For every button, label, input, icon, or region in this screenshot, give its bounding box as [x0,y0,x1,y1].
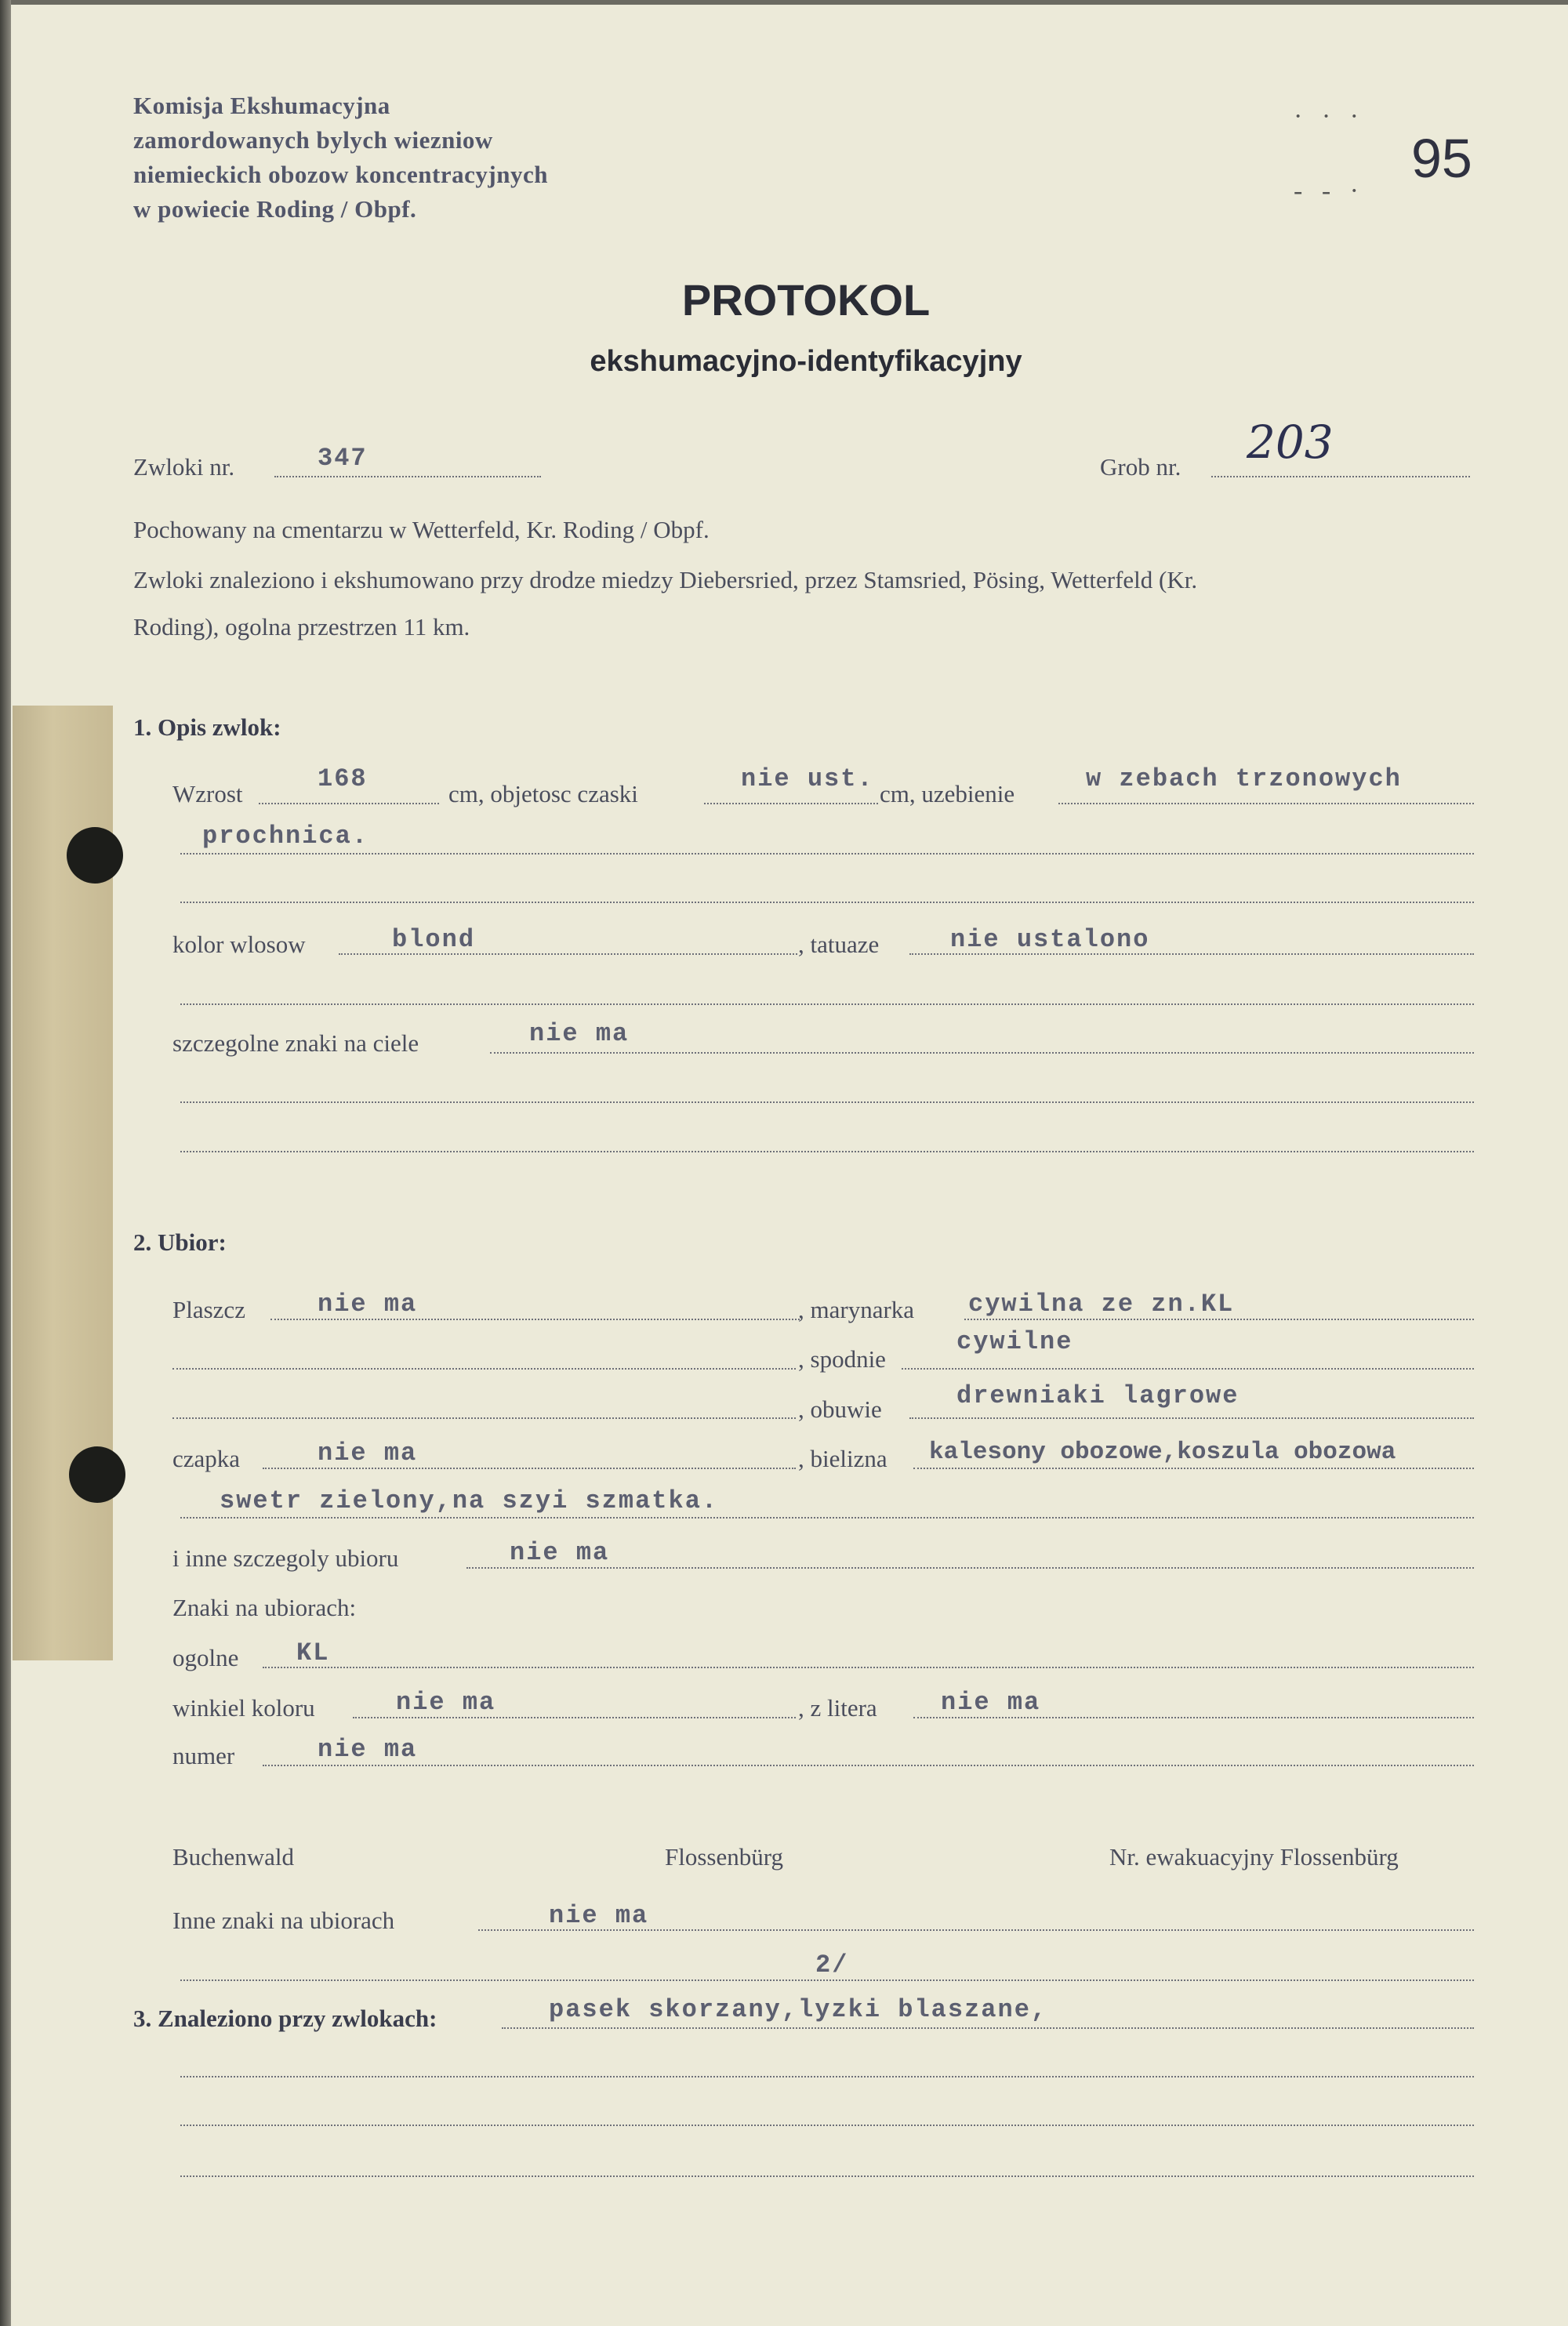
dotted-line [902,1368,1474,1370]
uzebienie-value: w zebach trzonowych [1086,764,1402,793]
dotted-line [180,1517,1474,1519]
wzrost-label: Wzrost [172,780,243,807]
intro-line-2: Zwloki znaleziono i ekshumowano przy drodze miedzy Diebersried, przez Stamsried, Pösing, Wetterfeld (Kr. [133,566,1198,593]
numer-label: numer [172,1742,235,1769]
winkiel-value: nie ma [396,1688,496,1717]
dotted-line [180,902,1474,903]
bielizna-label: , bielizna [798,1445,887,1472]
document-title: PROTOKOL [681,275,931,325]
intro-line-1: Pochowany na cmentarzu w Wetterfeld, Kr. Roding / Obpf. [133,516,710,543]
ogolne-label: ogolne [172,1644,239,1671]
intro-line-3: Roding), ogolna przestrzen 11 km. [133,613,470,640]
punch-hole-icon [69,1446,125,1503]
numer-value: nie ma [318,1735,418,1764]
ogolne-value: KL [296,1638,330,1667]
dotted-line [180,853,1474,855]
section-2-heading: 2. Ubior: [133,1228,227,1256]
corner-marks: - - · [1294,176,1365,205]
header-line-3: niemieckich obozow koncentracyjnych [133,161,548,188]
marynarka-label: , marynarka [798,1296,915,1323]
grob-label: Grob nr. [1100,453,1181,481]
uzebienie-continuation: prochnica. [202,822,369,851]
kolor-value: blond [392,925,476,954]
spodnie-label: , spodnie [798,1345,886,1373]
dotted-line [263,1765,1474,1766]
dotted-line [466,1567,1474,1569]
spodnie-value: cywilne [956,1327,1073,1356]
inne-znaki-label: Inne znaki na ubiorach [172,1907,395,1934]
header-line-1: Komisja Ekshumacyjna [133,92,390,119]
obuwie-value: drewniaki lagrowe [956,1381,1240,1410]
dotted-line [490,1052,1474,1054]
dotted-line [180,2076,1474,2077]
document-subtitle: ekshumacyjno-identyfikacyjny [590,345,1022,378]
dotted-line [259,803,439,804]
camp-flossenburg: Flossenbürg [665,1843,784,1871]
litera-label: , z litera [798,1694,877,1722]
dotted-line [180,2175,1474,2177]
punch-hole-icon [67,827,123,884]
camp-evacuation-number: Nr. ewakuacyjny Flossenbürg [1109,1843,1399,1871]
page-edge-top [0,0,1568,5]
inne-value: nie ma [510,1538,610,1567]
dotted-line [913,1717,1474,1718]
header-line-4: w powiecie Roding / Obpf. [133,195,417,223]
plaszcz-label: Plaszcz [172,1296,245,1323]
cm-label: cm, objetosc czaski [448,780,638,807]
page-reference: 2/ [815,1950,849,1979]
section-1-heading: 1. Opis zwlok: [133,713,281,741]
czaszka-value: nie ust. [741,764,874,793]
dotted-line [270,1319,800,1320]
dotted-line [263,1667,1474,1668]
inne-label: i inne szczegoly ubioru [172,1544,399,1572]
page-number: 95 [1411,128,1472,189]
dotted-line [180,1003,1474,1005]
plaszcz-value: nie ma [318,1290,418,1319]
bielizna-value: kalesony obozowe,koszula obozowa [929,1439,1396,1466]
section-3-value: pasek skorzany,lyzki blaszane, [549,1995,1048,2024]
kolor-label: kolor wlosow [172,931,306,958]
winkiel-label: winkiel koloru [172,1694,315,1722]
header-line-2: zamordowanych bylych wiezniow [133,126,493,154]
obuwie-label: , obuwie [798,1395,882,1423]
dotted-line [1211,476,1470,477]
dotted-line [263,1468,796,1469]
dotted-line [172,1368,796,1370]
czapka-label: czapka [172,1445,241,1472]
grob-value: 203 [1247,415,1334,469]
znaki-ubiory-label: Znaki na ubiorach: [172,1594,357,1621]
dotted-line [172,1417,796,1419]
inne-znaki-value: nie ma [549,1901,649,1930]
dotted-line [180,1151,1474,1152]
wzrost-value: 168 [318,764,368,793]
tatuaze-label: , tatuaze [798,931,880,958]
section-3-heading: 3. Znaleziono przy zwlokach: [133,2005,437,2032]
dotted-line [180,1979,1474,1981]
marynarka-value: cywilna ze zn.KL [968,1290,1235,1319]
dotted-line [180,2125,1474,2126]
cm2-label: cm, uzebienie [880,780,1015,807]
dotted-line [1058,803,1474,804]
corner-marks: · · · [1294,102,1365,131]
znaki-value: nie ma [529,1019,630,1048]
czapka-value: nie ma [318,1439,418,1468]
dotted-line [704,803,878,804]
camp-buchenwald: Buchenwald [172,1843,294,1871]
zwloki-label: Zwloki nr. [133,453,235,481]
tatuaze-value: nie ustalono [950,925,1150,954]
dotted-line [274,476,541,477]
dotted-line [913,1468,1474,1469]
znaki-label: szczegolne znaki na ciele [172,1029,419,1057]
dotted-line [964,1319,1474,1320]
dotted-line [909,1417,1474,1419]
zwloki-value: 347 [318,444,368,473]
dotted-line [502,2027,1474,2029]
dotted-line [353,1717,796,1718]
dotted-line [180,1101,1474,1103]
litera-value: nie ma [941,1688,1041,1717]
bielizna-continuation: swetr zielony,na szyi szmatka. [220,1486,719,1515]
